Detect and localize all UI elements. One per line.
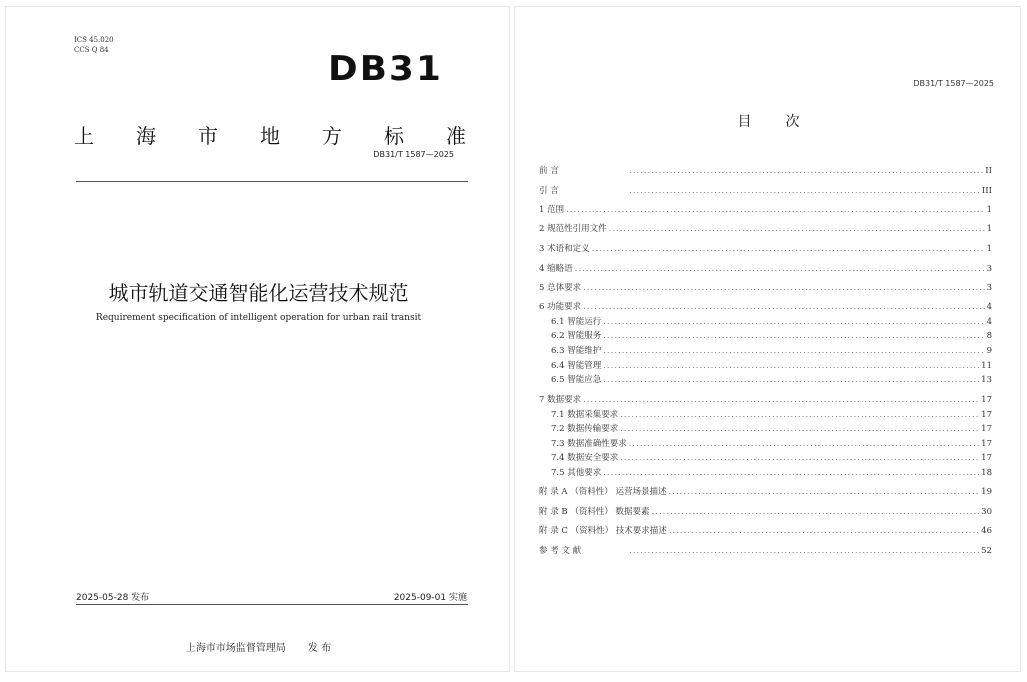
toc-entry-label: 7.3 数据准确性要求 <box>551 439 627 449</box>
toc-entry-page: 3 <box>986 283 992 293</box>
toc-entry-page: 13 <box>981 375 992 385</box>
toc-entry-page: 46 <box>981 526 992 536</box>
toc-subentry[interactable] <box>551 451 992 464</box>
toc-entry-label: 前 言 <box>539 166 559 176</box>
standard-type-char: 上 <box>74 124 94 148</box>
standard-type-char: 地 <box>260 124 280 148</box>
toc-entry-label: 附 录 B （资料性） 数据要素 <box>539 507 650 517</box>
toc-entry-foreword[interactable] <box>539 164 992 177</box>
toc-heading-a: 目 <box>737 114 752 130</box>
standard-type-char: 市 <box>198 124 218 148</box>
toc-entry[interactable] <box>539 222 992 235</box>
toc-entry[interactable] <box>539 242 992 255</box>
db-logo: DB31 <box>328 49 443 89</box>
standard-number: DB31/T 1587—2025 <box>373 150 454 159</box>
toc-entry[interactable] <box>539 262 992 275</box>
toc-subentry[interactable] <box>551 329 992 342</box>
toc-entry-label: 附 录 A （资料性） 运营场景描述 <box>539 487 667 497</box>
date-divider <box>76 604 468 605</box>
toc-entry-label: 7.5 其他要求 <box>551 468 602 478</box>
toc-entry-page: 17 <box>981 439 992 449</box>
standard-type-char: 方 <box>322 124 342 148</box>
toc-subentry[interactable] <box>551 344 992 357</box>
issuer-line <box>6 639 511 654</box>
toc-entry-label: 6.1 智能运行 <box>551 317 602 327</box>
standard-type-char: 标 <box>384 124 404 148</box>
toc-entry-appendix-c[interactable] <box>539 524 992 537</box>
toc-entry-label: 6.2 智能服务 <box>551 331 602 341</box>
toc-entry-page: 52 <box>981 546 992 556</box>
toc-entry-label: 3 术语和定义 <box>539 244 590 254</box>
toc-subentry[interactable] <box>551 408 992 421</box>
toc-subentry[interactable] <box>551 315 992 328</box>
toc-entry-page: 30 <box>981 507 992 517</box>
cover-page <box>5 6 510 672</box>
toc-entry-page: 17 <box>981 424 992 434</box>
toc-page <box>514 6 1021 672</box>
implement-date: 2025-09-01 实施 <box>393 593 467 603</box>
toc-entry-label: 7.1 数据采集要求 <box>551 410 619 420</box>
toc-entry-page: 1 <box>986 244 992 254</box>
toc-entry-label: 7 数据要求 <box>539 395 582 405</box>
toc-entry-page: 1 <box>986 205 992 215</box>
toc-subentry[interactable] <box>551 466 992 479</box>
toc-entry-page: 11 <box>981 361 992 371</box>
toc-entry-label: 引 言 <box>539 186 559 196</box>
toc-entry-page: 8 <box>986 331 992 341</box>
classification-codes <box>74 35 114 55</box>
toc-entry-page: II <box>985 166 992 176</box>
toc-entry-page: 4 <box>986 317 992 327</box>
toc-entry-label: 6 功能要求 <box>539 302 582 312</box>
toc-subentry[interactable] <box>551 437 992 450</box>
toc-entry-page: 17 <box>981 395 992 405</box>
toc-entry[interactable] <box>539 281 992 294</box>
toc-entry-page: 17 <box>981 410 992 420</box>
toc-subentry[interactable] <box>551 373 992 386</box>
toc-entry-label: 附 录 C （资料性） 技术要求描述 <box>539 526 667 536</box>
toc-entry-label: 6.5 智能应急 <box>551 375 602 385</box>
toc-entry-page: 4 <box>986 302 992 312</box>
toc-entry[interactable] <box>539 300 992 313</box>
toc-subentry[interactable] <box>551 422 992 435</box>
issue-word: 发 布 <box>307 643 332 654</box>
toc-entry-page: 9 <box>986 346 992 356</box>
toc-entry-introduction[interactable] <box>539 184 992 197</box>
issuer-name: 上海市市场监督管理局 <box>185 643 286 654</box>
title-divider <box>76 181 468 182</box>
toc-entry-label: 4 缩略语 <box>539 264 573 274</box>
toc-entry-page: III <box>981 186 992 196</box>
document-title-en: Requirement specification of intelligent operation for urban rail transit <box>95 313 422 323</box>
toc-entry-label: 7.2 数据传输要求 <box>551 424 619 434</box>
standard-type-char: 海 <box>136 124 156 148</box>
toc-entry-bibliography[interactable] <box>539 544 992 557</box>
toc-entry-label: 6.3 智能维护 <box>551 346 602 356</box>
toc-entry-page: 18 <box>981 468 992 478</box>
toc-entry-label: 7.4 数据安全要求 <box>551 453 619 463</box>
standard-type-title <box>74 120 466 149</box>
toc-entry-page: 1 <box>986 224 992 234</box>
toc-entry-page: 19 <box>981 487 992 497</box>
toc-entry-label: 5 总体要求 <box>539 283 582 293</box>
toc-entry-label: 参 考 文 献 <box>539 546 582 556</box>
publish-date: 2025-05-28 发布 <box>76 593 150 603</box>
toc-entry-label: 6.4 智能管理 <box>551 361 602 371</box>
toc-entry-page: 17 <box>981 453 992 463</box>
toc-heading-b: 次 <box>785 114 800 130</box>
ics-code: ICS 45.020 <box>74 36 114 44</box>
toc-entry-page: 3 <box>986 264 992 274</box>
toc-heading <box>515 111 1022 131</box>
toc-entry[interactable] <box>539 393 992 406</box>
standard-type-char: 准 <box>446 124 466 148</box>
toc-subentry[interactable] <box>551 359 992 372</box>
toc-entry-appendix-a[interactable] <box>539 485 992 498</box>
document-title-zh: 城市轨道交通智能化运营技术规范 <box>108 281 409 305</box>
toc-entry-appendix-b[interactable] <box>539 505 992 518</box>
ccs-code: CCS Q 84 <box>74 46 109 54</box>
toc-standard-number: DB31/T 1587—2025 <box>913 79 994 88</box>
toc-entry-label: 2 规范性引用文件 <box>539 224 607 234</box>
toc-entry[interactable] <box>539 203 992 216</box>
toc-entry-label: 1 范围 <box>539 205 565 215</box>
